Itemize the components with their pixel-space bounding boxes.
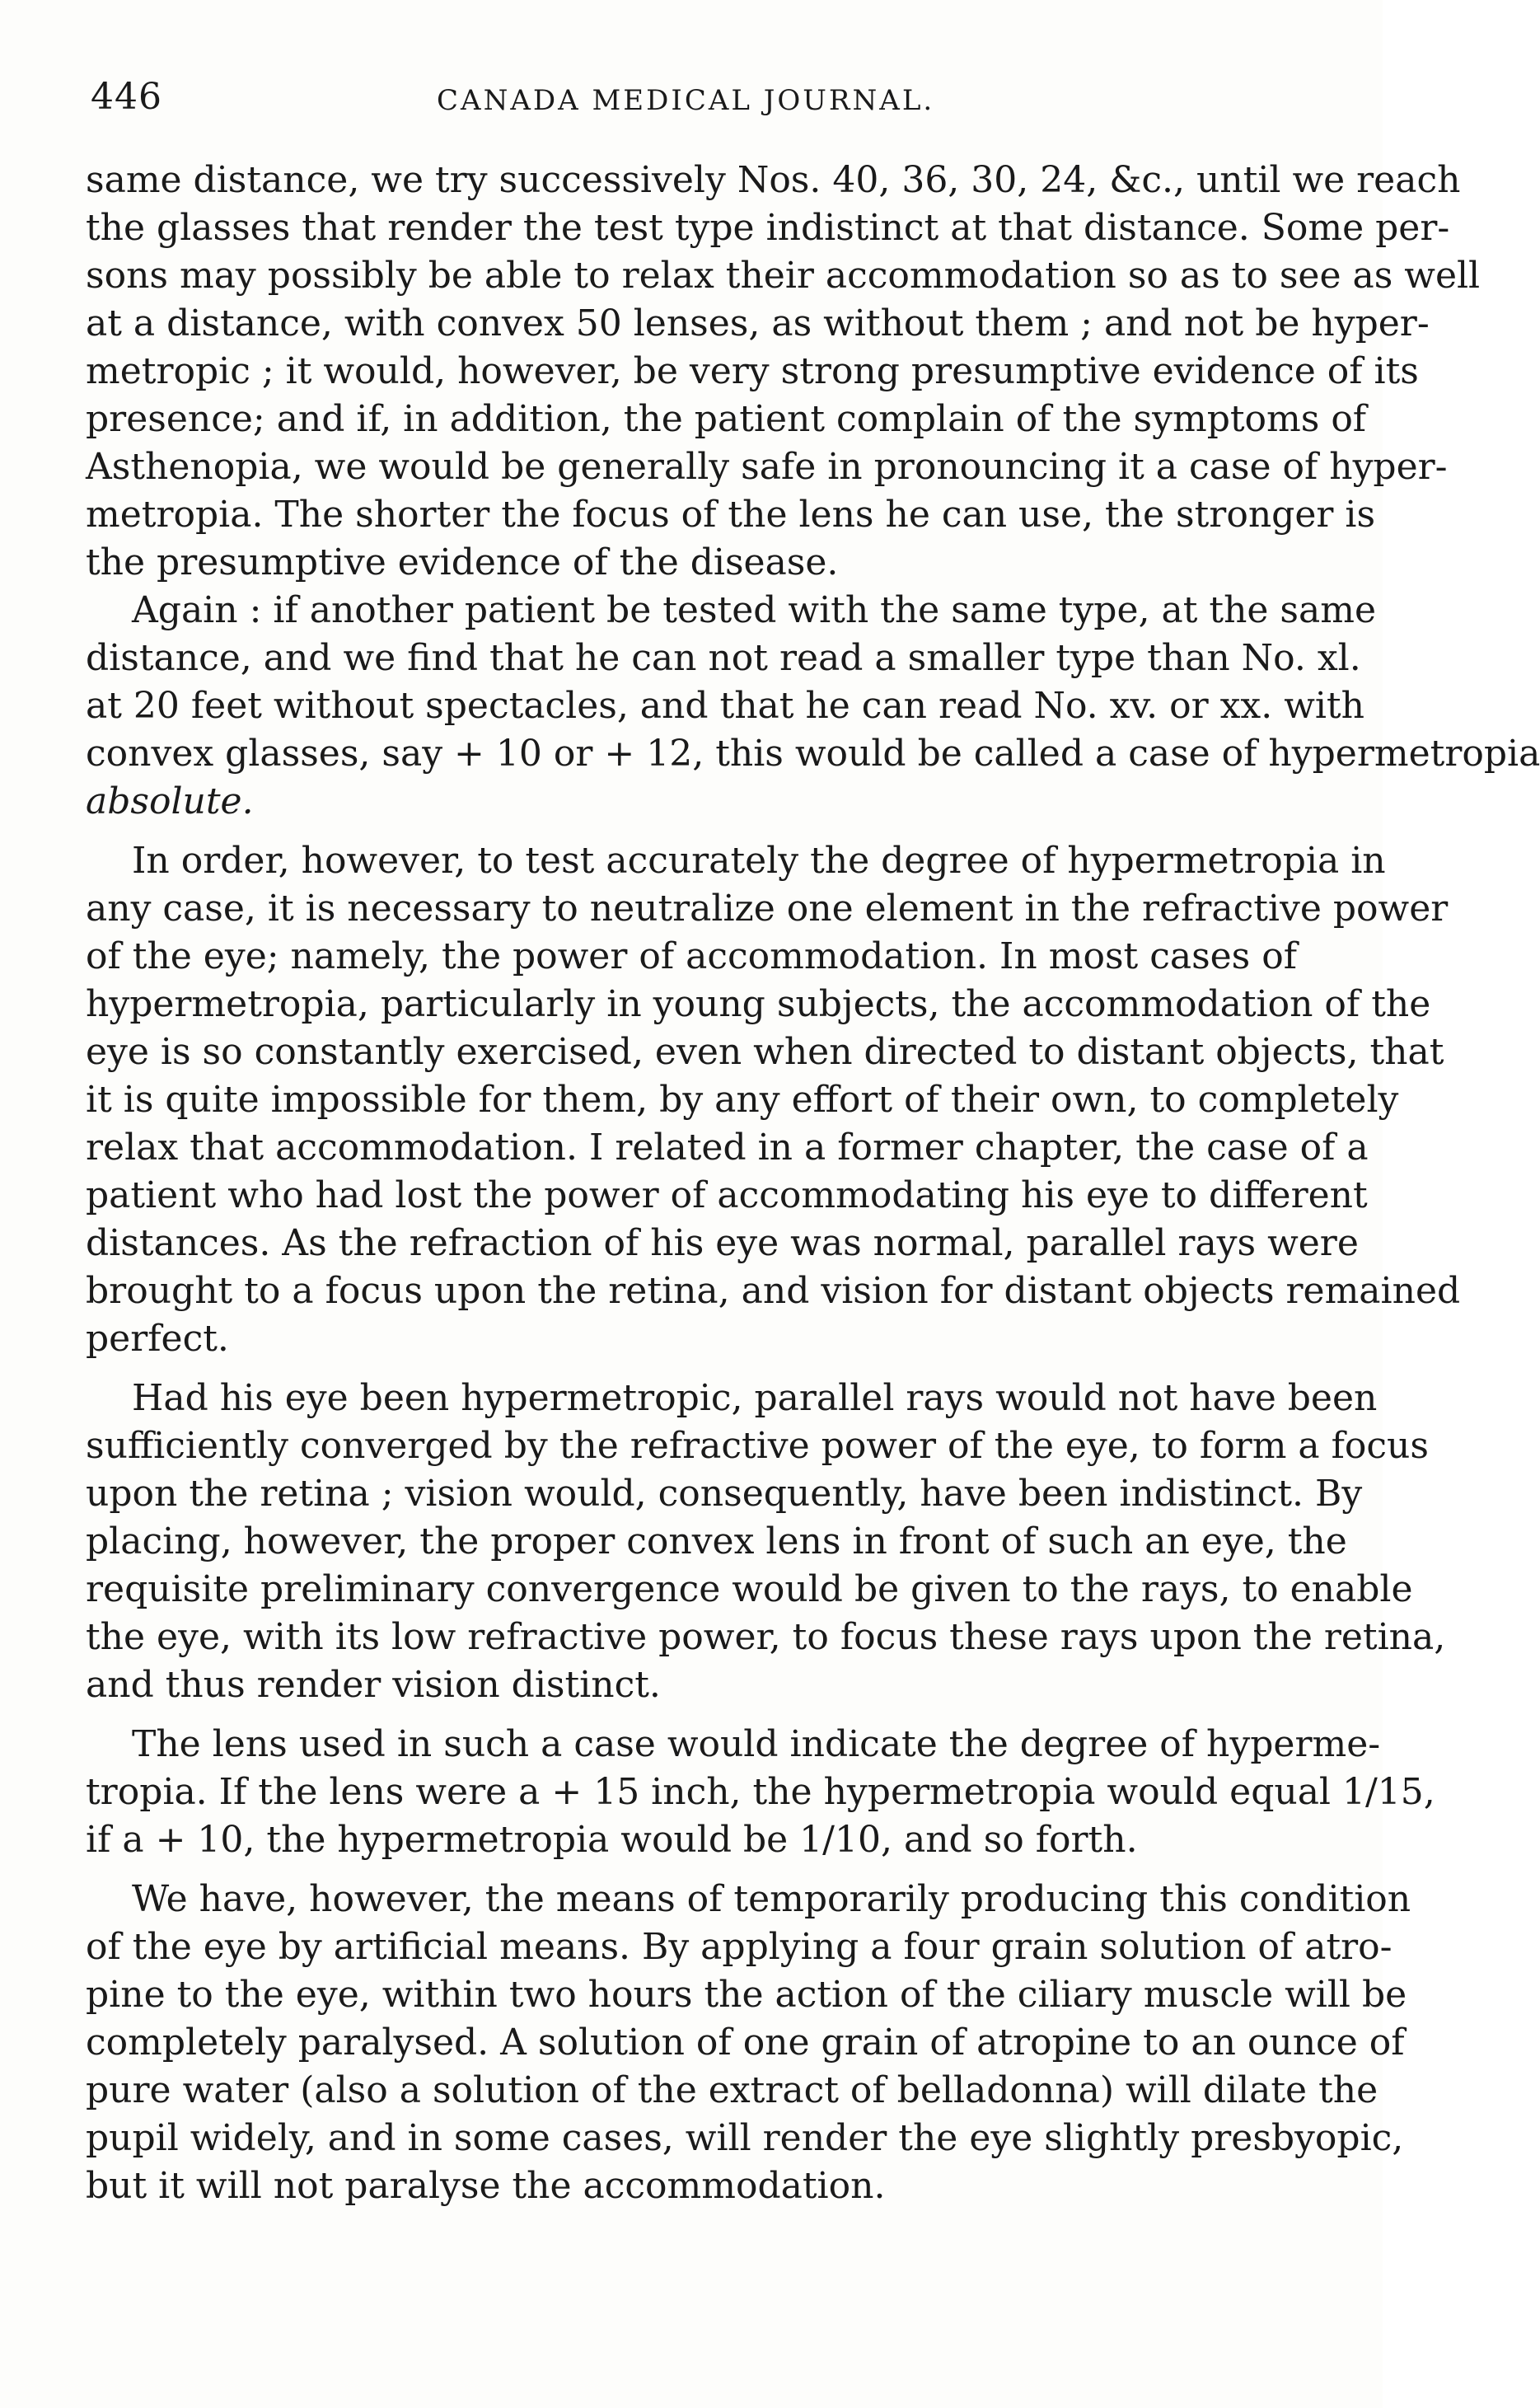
page-number: 446	[91, 76, 162, 118]
text-line: at 20 feet without spectacles, and that he can read No. xv. or xx. with	[86, 685, 1364, 727]
text-line: hypermetropia, particularly in young subjects, the accommodation of the	[86, 983, 1431, 1025]
text-line: any case, it is necessary to neutralize one element in the refractive power	[86, 888, 1449, 930]
text-line: placing, however, the proper convex lens in front of such an eye, the	[86, 1520, 1347, 1562]
text-line: We have, however, the means of temporarily producing this condition	[132, 1878, 1411, 1920]
body-text	[86, 157, 1540, 2210]
text-line: distance, and we find that he can not read a smaller type than No. xl.	[86, 637, 1361, 679]
text-line: Again : if another patient be tested with the same type, at the same	[132, 589, 1377, 631]
text-line: pupil widely, and in some cases, will render the eye slightly presbyopic,	[86, 2117, 1404, 2159]
text-line: the glasses that render the test type indistinct at that distance. Some per-	[86, 207, 1450, 249]
text-line: upon the retina ; vision would, consequently, have been indistinct. By	[86, 1473, 1363, 1515]
text-line: tropia. If the lens were a + 15 inch, the hypermetropia would equal 1/15,	[86, 1771, 1435, 1813]
text-line: pure water (also a solution of the extract of belladonna) will dilate the	[86, 2069, 1379, 2111]
text-line: eye is so constantly exercised, even when directed to distant objects, that	[86, 1031, 1444, 1073]
text-line: In order, however, to test accurately the degree of hypermetropia in	[132, 840, 1386, 882]
text-line: same distance, we try successively Nos. 40, 36, 30, 24, &c., until we reach	[86, 159, 1461, 201]
running-head: CANADA MEDICAL JOURNAL.	[437, 84, 935, 117]
text-line: completely paralysed. A solution of one grain of atropine to an ounce of	[86, 2022, 1405, 2064]
text-line: sufficiently converged by the refractive power of the eye, to form a focus	[86, 1425, 1429, 1467]
text-line: metropic ; it would, however, be very strong presumptive evidence of its	[86, 350, 1419, 392]
page-header	[91, 76, 1327, 125]
text-line: patient who had lost the power of accommodating his eye to different	[86, 1174, 1368, 1216]
text-line: at a distance, with convex 50 lenses, as without them ; and not be hyper-	[86, 302, 1430, 344]
text-line: of the eye; namely, the power of accommodation. In most cases of	[86, 935, 1298, 977]
text-line: metropia. The shorter the focus of the lens he can use, the stronger is	[86, 494, 1376, 536]
text-line: distances. As the refraction of his eye was normal, parallel rays were	[86, 1222, 1359, 1264]
text-line: and thus render vision distinct.	[86, 1664, 661, 1706]
text-line: brought to a focus upon the retina, and vision for distant objects remained	[86, 1270, 1461, 1312]
text-line: of the eye by artificial means. By applying a four grain solution of atro-	[86, 1926, 1393, 1968]
text-line: Asthenopia, we would be generally safe in pronouncing it a case of hyper-	[86, 446, 1448, 488]
text-line: if a + 10, the hypermetropia would be 1/10, and so forth.	[86, 1819, 1138, 1861]
text-line: relax that accommodation. I related in a former chapter, the case of a	[86, 1127, 1369, 1169]
text-line: it is quite impossible for them, by any effort of their own, to completely	[86, 1079, 1399, 1121]
text-line: sons may possibly be able to relax their accommodation so as to see as well	[86, 255, 1481, 297]
text-line: The lens used in such a case would indicate the degree of hyperme-	[132, 1723, 1381, 1765]
text-line: the eye, with its low refractive power, to focus these rays upon the retina,	[86, 1616, 1446, 1658]
text-line: presence; and if, in addition, the patient complain of the symptoms of	[86, 398, 1367, 440]
text-line: pine to the eye, within two hours the action of the ciliary muscle will be	[86, 1974, 1407, 2016]
text-line: convex glasses, say + 10 or + 12, this would be called a case of hypermetropia	[86, 733, 1540, 775]
text-line: Had his eye been hypermetropic, parallel rays would not have been	[132, 1377, 1378, 1419]
text-line: absolute.	[86, 780, 254, 822]
text-line: but it will not paralyse the accommodation.	[86, 2165, 886, 2207]
text-line: requisite preliminary convergence would be given to the rays, to enable	[86, 1568, 1413, 1610]
text-line: perfect.	[86, 1318, 229, 1360]
text-line: the presumptive evidence of the disease.	[86, 541, 839, 583]
